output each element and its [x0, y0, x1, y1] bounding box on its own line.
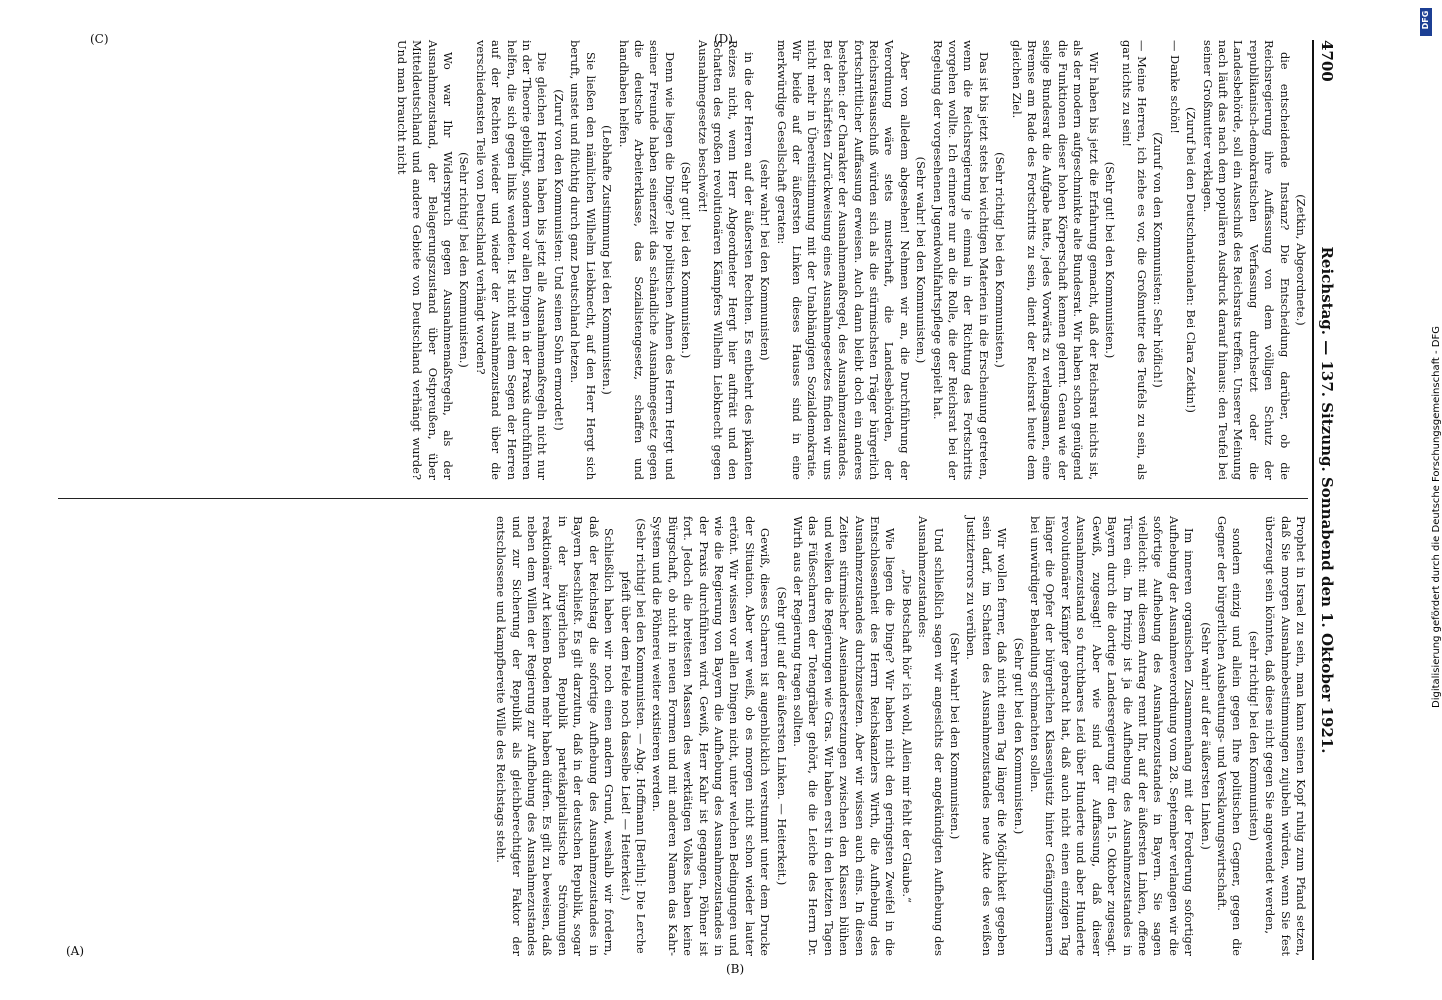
left-column-paragraph: in die der Herren auf der äußersten Rechten. Es entbehrt des pikanten Reizes nicht, wenn Herr Abgeordneter Hergt hier aufträtt und den Schatten des großen revolutionären Kämpfers Wilhelm Liebknecht gegen Ausnahmegesetze beschwört! [695, 40, 756, 480]
dfg-logo-text: DFG [1421, 10, 1430, 30]
right-column-paragraph: sondern einzig und allein gegen Ihre politischen Gegner, gegen die Gegner der bürgerlichen Ausbeutungs- und Versklavungswirtschaft. [1214, 516, 1245, 956]
right-column-paragraph: Und schließlich sagen wir angesichts der angekündigten Aufhebung des Ausnahmezustandes: [916, 516, 946, 956]
left-column-paragraph: (Sehr richtig! bei den Kommunisten.) [457, 152, 472, 368]
left-column-paragraph: (Sehr gut! bei den Kommunisten.) [1103, 161, 1118, 359]
left-column-paragraph: Die gleichen Herren haben bis jetzt alle Ausnahmemaßregeln nicht nur in der Theorie gebilligt, sondern vor allen Dingen in der Praxis durchführen helfen, die sich gegen links wendeten. Ist nicht mit dem Segen der Herren auf der Rechten wieder und wieder der Ausnahmezustand über die verschiedensten Teile von Deutschland verhängt worden? [473, 40, 550, 480]
margin-marker-d: (D) [714, 32, 733, 46]
right-column-paragraph: Prophet in Israel zu sein, man kann seinen Kopf ruhig zum Pfand setzen, daß Sie morgen Ausnahmebestimmungen zujubeln würden, wenn Sie fest überzeugt sein könnten, daß diese nicht gegen Sie angewendet werden, [1263, 516, 1308, 956]
right-column [58, 516, 1308, 956]
left-column-paragraph: Das ist bis jetzt stets bei wichtigen Materien in die Erscheinung getreten, wenn die Reichsregierung je einmal in der Richtung des Fortschritts vorgehen wollte. Ich erinnere nur an die Rolle, die der Reichsrat bei der Regelung der vorgesehenen Jugendwohlfahrtspflege gespielt hat. [930, 40, 991, 480]
page-header [1312, 40, 1340, 960]
right-column-paragraph: Schließlich haben wir noch einen andern Grund, weshalb wir fordern, daß der Reichstag die sofortige Aufhebung des Ausnahmezustandes in Bayern beschließt. Es gilt darzutun, daß in der deutschen Republik, sogar in der bürgerlichen Republik parteikapitalistische Strömungen reaktionärer Art keinen Boden mehr haben dürfen. Es gilt zu beweisen, daß neben dem Willen der Regierung zur Aufhebung des Ausnahmezustandes und zur Sicherung der Republik als gleichberechtigter Faktor der entschlossene und kampfbereite Wille des Reichstags steht. [494, 516, 617, 956]
right-column-paragraph: (Sehr gut! bei den Kommunisten.) [1011, 637, 1026, 835]
left-column-paragraph: Aber von alledem abgesehen! Nehmen wir an, die Durchführung der Verordnung wäre stets musterhaft, die Landesbehörden, der Reichsratsausschuß würden sich als die stürmischsten Träger bürgerlich fortschrittlicher Auffassung erweisen. Auch dann bleibt doch ein anderes bestehen: der Charakter der Ausnahmemaßregel, des Ausnahmezustandes. Bei der schärfsten Zurückweisung eines Ausnahmegesetzes finden wir uns nicht mehr in Übereinstimmung mit der Unabhängigen Sozialdemokratie. Wir beide auf der äußersten Linken dieses Hauses sind in eine merkwürdige Gesellschaft geraten: [774, 40, 912, 480]
margin-marker-b: (B) [726, 962, 745, 976]
right-column-paragraph: (Sehr gut! auf der äußersten Linken. — Heiterkeit.) [774, 586, 789, 886]
right-column-paragraph: Wie liegen die Dinge? Wir haben nicht den geringsten Zweifel in die Entschlossenheit des Herrn Reichskanzlers Wirth, die Aufhebung des Ausnahmezustandes durchzusetzen. Aber wir wissen auch eins. In diesen Zeiten stürmischer Auseinandersetzungen zwischen den Klassen blühen und welken die Regierungen wie Gras. Wir haben erst in den letzten Tagen das Füßescharren der Totengräber gehört, die die Leiche des Herrn Dr. Wirth aus der Regierung tragen sollten. [791, 516, 898, 956]
left-column-paragraph: (Sehr wahr! bei den Kommunisten.) [914, 156, 929, 364]
right-column-paragraph: Gewiß, dieses Scharren ist augenblicklich verstummt unter dem Drucke der Situation. Aber wer weiß, ob es morgen nicht schon wieder lauter ertönt. Wir wissen vor allen Dingen nicht, unter welchen Bedingungen und wie die Regierung von Bayern die Aufhebung des Ausnahmezustandes in der Praxis durchführen wird. Gewiß, Herr Kahr ist gegangen, Pöhner ist fort. Jedoch die breitesten Massen des werktätigen Volkes haben keine Bürgschaft, ob nicht in neuen Formen und mit anderen Namen das Kahr-System und die Pöhnerei weiter existieren werden. [650, 516, 773, 956]
left-column-paragraph: die entscheidende Instanz? Die Entscheidung darüber, ob die Reichsregierung ihre Auffassung von dem völligen Schutz der republikanisch-demokratischen Verfassung durchsetzt oder die Landesbehörde, soll ein Ausschuß des Reichsrats treffen. Unserer Meinung nach läuft das nach dem populären Ausdruck darauf hinaus: den Teufel bei seiner Großmutter verklagen. [1200, 40, 1292, 480]
left-column-paragraph: (Sehr richtig! bei den Kommunisten.) [993, 152, 1008, 368]
margin-marker-c: (C) [90, 32, 109, 46]
left-column-paragraph: Denn wie liegen die Dinge? Die politischen Ahnen des Herrn Hergt und seiner Freunde haben seinerzeit das schändliche Ausnahmegesetz gegen die deutsche Arbeiterklasse, das Sozialistengesetz, schaffen und handhaben helfen. [616, 40, 677, 480]
left-column [58, 40, 1308, 480]
right-column-paragraph: Wir wollen ferner, daß nicht einen Tag länger die Möglichkeit gegeben sein darf, im Schatten des Ausnahmezustandes neue Akte des weißen Justizterrors zu verüben. [964, 516, 1010, 956]
left-column-paragraph: — Meine Herren, ich ziehe es vor, die Großmutter des Teufels zu sein, als gar nichts zu sein! [1119, 40, 1149, 480]
page-title: Reichstag. — 137. Sitzung. Sonnabend den 1. Oktober 1921. [1318, 246, 1336, 754]
left-column-paragraph: (Lebhafte Zustimmung bei den Kommunisten.) [600, 125, 615, 395]
rotated-page [50, 40, 1340, 960]
left-column-paragraph: (Zetkin, Abgeordnete.) [1294, 194, 1308, 326]
right-column-paragraph: (Sehr richtig! bei den Kommunisten. — Abg. Hoffmann [Berlin]: Die Lerche pfeift über dem Felde noch dasselbe Lied! — Heiterkeit.) [618, 518, 648, 954]
right-column-paragraph: (Sehr wahr! auf der äußersten Linken.) [1198, 622, 1213, 850]
margin-marker-a: (A) [66, 944, 85, 958]
right-column-paragraph: „Die Botschaft hör' ich wohl, Allein mir fehlt der Glaube.“ [899, 569, 914, 903]
column-divider [58, 498, 1308, 499]
right-column-paragraph: Im inneren organischen Zusammenhang mit der Forderung sofortiger Aufhebung der Ausnahmeverordnung vom 28. September verlangen wir die sofortige Aufhebung des Ausnahmezustandes in Bayern. Sie sagen vielleicht: mit diesem Antrag rennt Ihr, auf der äußersten Linken, offene Türen ein. Im Prinzip ist ja die Aufhebung des Ausnahmezustandes in Bayern durch die dortige Landesregierung für den 15. Oktober zugesagt. Gewiß, zugesagt! Aber wie sind der Auffassung, daß dieser Ausnahmezustand so furchtbares Leid über Hunderte und aber Hunderte revolutionärer Kämpfer gebracht hat, daß auch nicht einen einzigen Tag länger die Opfer der bürgerlichen Klassenjustiz hinter Gefängnismauern bei unwürdiger Behandlung schmachten sollen. [1028, 516, 1197, 956]
right-column-paragraph: (Sehr wahr! bei den Kommunisten.) [948, 632, 963, 840]
page-number: 4700 [1318, 40, 1336, 82]
dfg-credit [1420, 8, 1442, 992]
digitization-credit: Digitalisierung gefördert durch die Deutsche Forschungsgemeinschaft - DFG [1431, 325, 1442, 708]
left-column-paragraph: (Zuruf von den Kommunisten: Sehr höflich!) [1151, 132, 1166, 388]
left-column-paragraph: (Zuruf bei den Deutschnationalen: Bei Clara Zetkin!) [1184, 107, 1199, 413]
left-column-paragraph: — Danke schön! [1167, 40, 1182, 134]
left-column-paragraph: Wo war Ihr Widerspruch gegen Ausnahmemaßregeln, als der Ausnahmezustand, der Belagerungszustand über Ostpreußen, über Mitteldeutschland und andere Gebiete von Deutschland verhängt wurde? Und man braucht nicht [394, 40, 456, 480]
left-column-paragraph: Wir haben bis jetzt die Erfahrung gemacht, daß der Reichsrat nichts ist, als der modern aufgeschminkte alte Bundesrat. Wir haben schon genügend die Funktionen dieser hohen Körperschaft kennen gelernt. Genau wie der selige Bundesrat die Aufgabe hatte, jedes Vorwärts zu verlangsamen, eine Bremse am Rade des Fortschritts zu sein, dient der Reichsrat heute dem gleichen Ziel. [1009, 40, 1101, 480]
left-column-paragraph: (Zuruf von den Kommunisten: Und seinen Sohn ermordet!) [551, 89, 566, 431]
right-column-paragraph: (sehr richtig! bei den Kommunisten) [1246, 630, 1261, 842]
left-column-paragraph: (Sehr gut! bei den Kommunisten.) [679, 161, 694, 359]
left-column-paragraph: Sie ließen den nämlichen Wilhelm Liebknecht, auf den Herr Hergt sich beruft, unstet und flüchtig durch ganz Deutschland hetzen. [568, 40, 598, 480]
left-column-paragraph: (sehr wahr! bei den Kommunisten) [758, 159, 773, 361]
